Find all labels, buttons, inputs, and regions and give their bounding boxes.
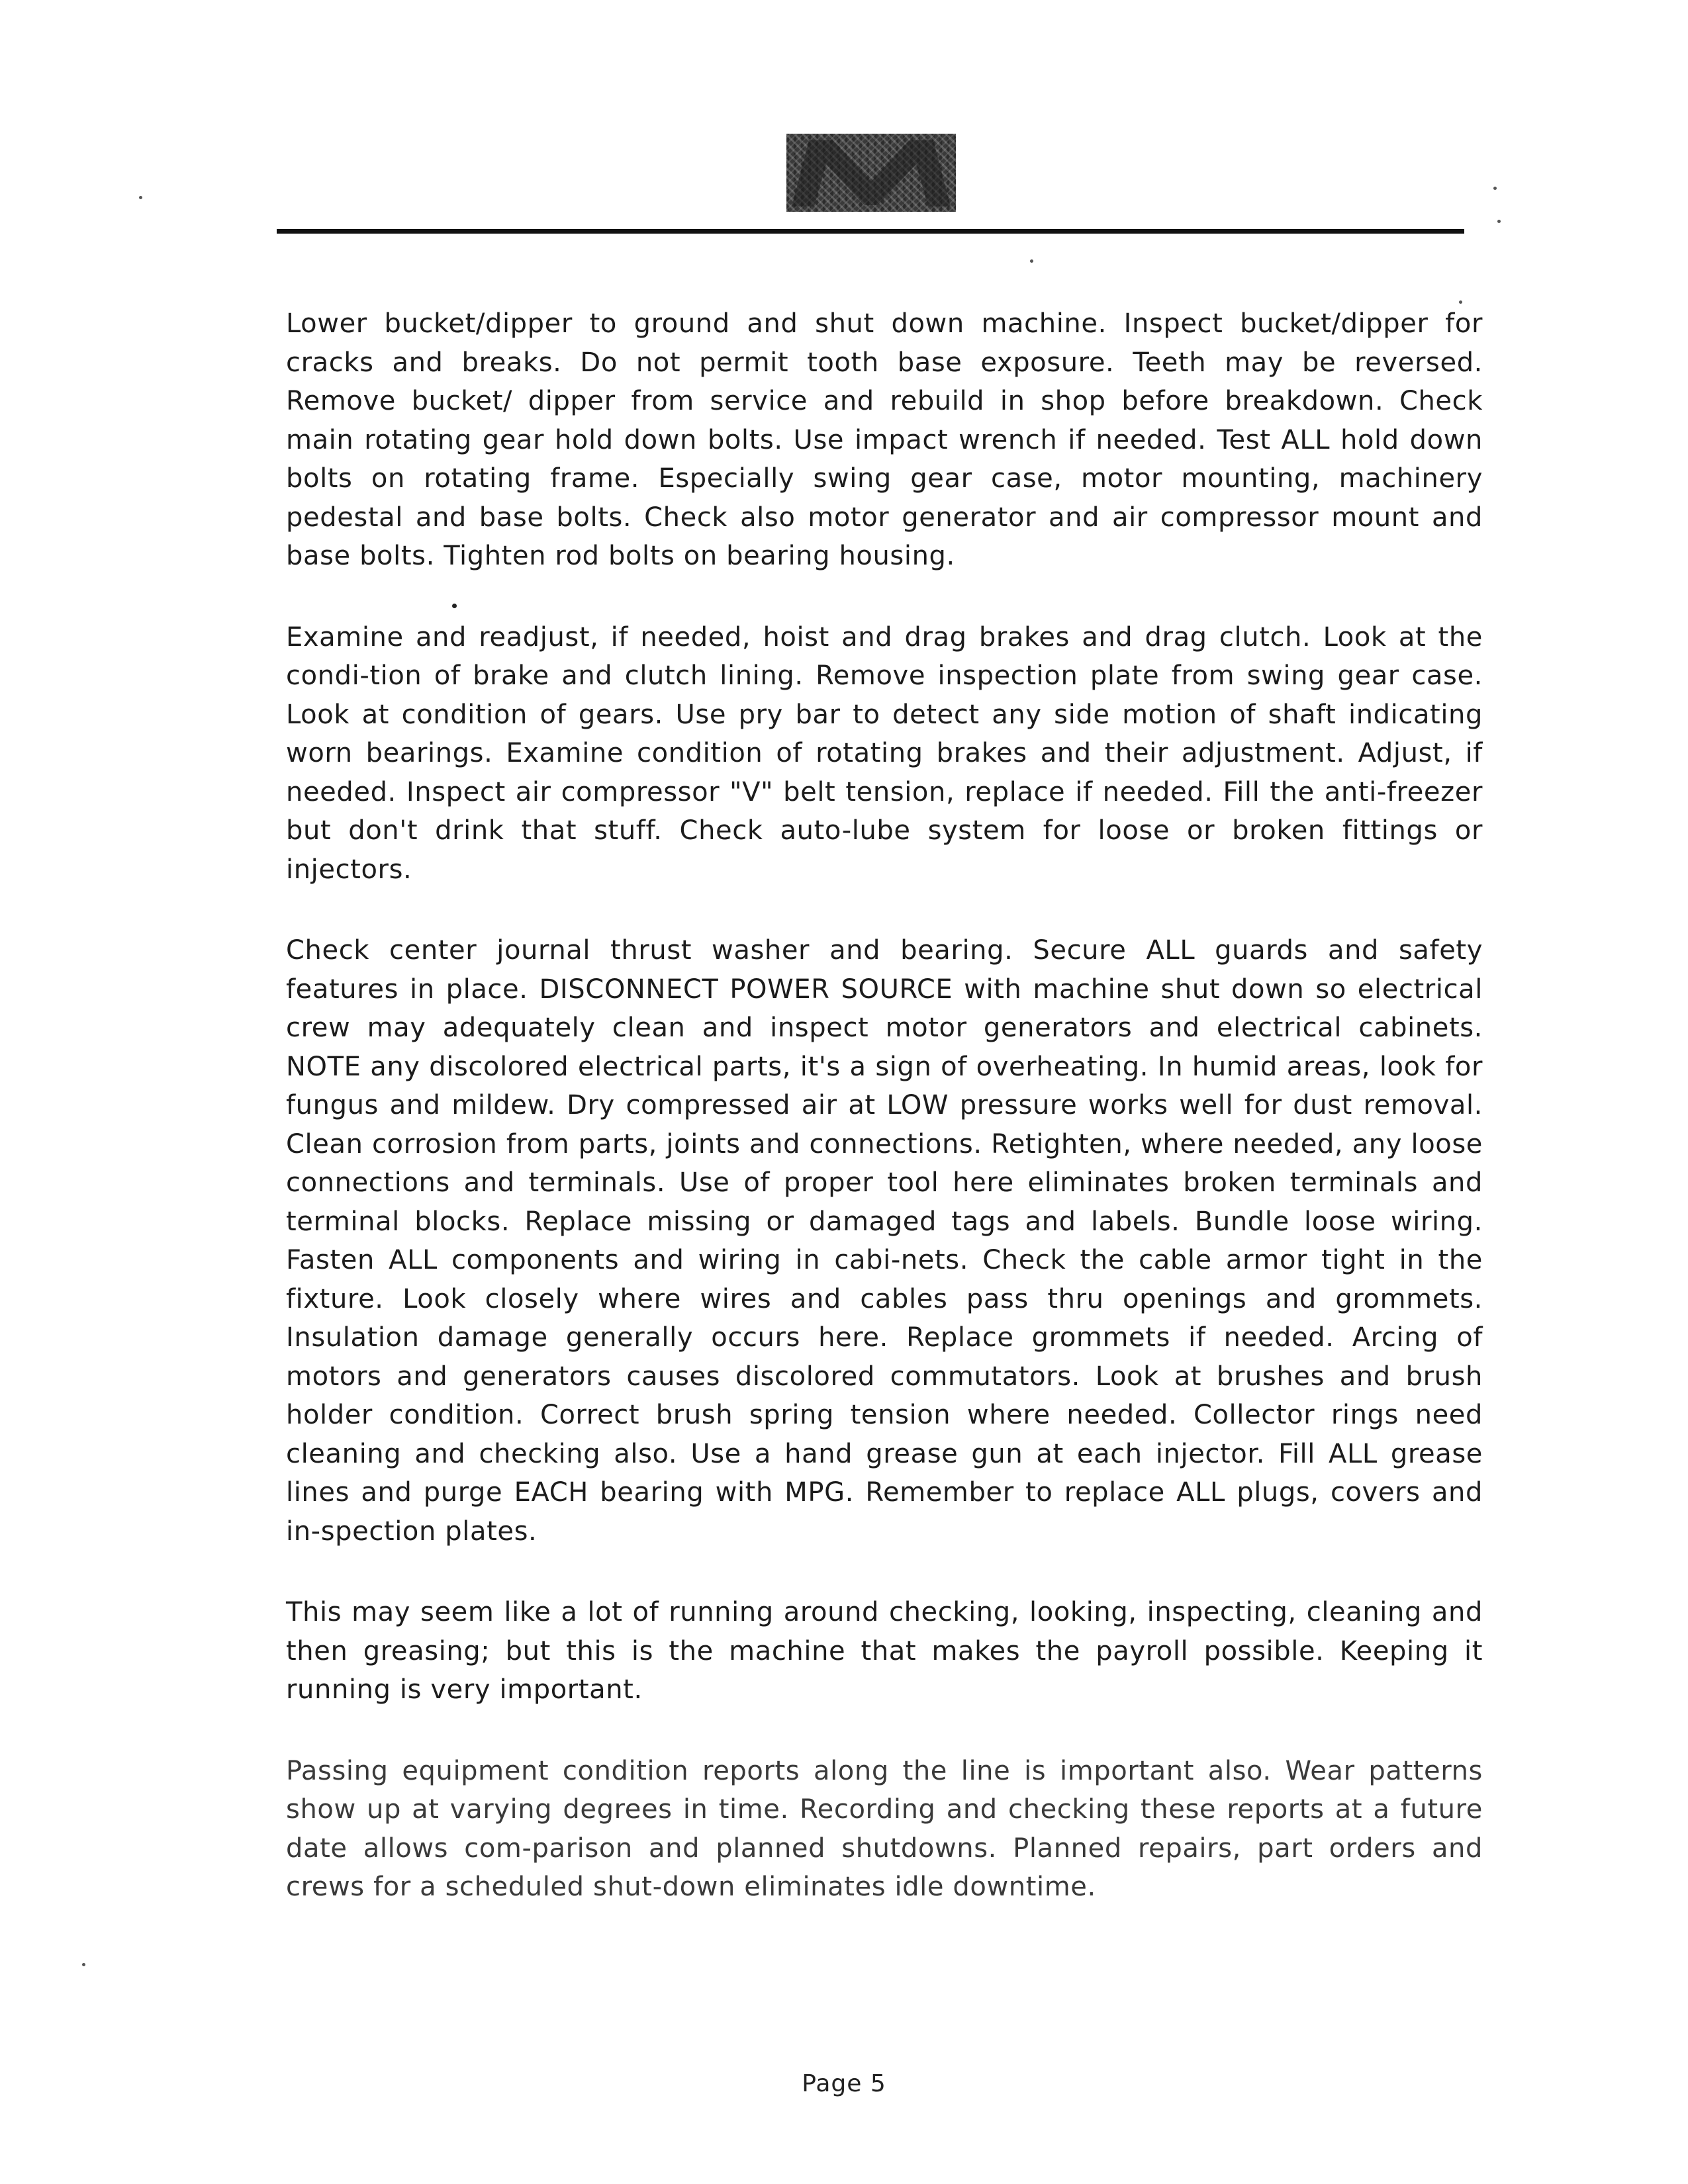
paragraph-condition-reports: Passing equipment condition reports along the line is important also. Wear patterns show up at varying degrees in time. Recording and checking these reports at a future date allows com-parison and planned shutdowns. Planned repairs, part orders and crews for a scheduled shut-down eliminates idle downtime. [286, 1755, 1483, 1902]
paragraph-brakes-and-gears: Examine and readjust, if needed, hoist and drag brakes and drag clutch. Look at the condi-tion of brake and clutch lining. Remove inspection plate from swing gear case. Look at condition of gears. Use pry bar to detect any side motion of shaft indicating worn bearings. Examine condition of rotating brakes and their adjustment. Adjust, if needed. Inspect air compressor "V" belt tension, replace if needed. Fill the anti-freezer but don't drink that stuff. Check auto-lube system for loose or broken fittings or injectors. [286, 621, 1483, 885]
scan-speck [82, 1963, 85, 1966]
scan-speck [1030, 259, 1033, 263]
paragraph-bucket-inspection: Lower bucket/dipper to ground and shut down machine. Inspect bucket/dipper for cracks and breaks. Do not permit tooth base exposure. Teeth may be reversed. Remove bucket/ dipper from service and rebuild in shop before breakdown. Check main rotating gear hold down bolts. Use impact wrench if needed. Test ALL hold down bolts on rotating frame. Especially swing gear case, motor mounting, machinery pedestal and base bolts. Check also motor generator and air compressor mount and base bolts. Tighten rod bolts on bearing housing. [286, 308, 1483, 571]
scan-speck [1459, 300, 1462, 304]
page-number: Page 5 [802, 2070, 886, 2097]
scan-speck [139, 196, 142, 199]
publisher-logo-icon [786, 134, 956, 212]
paragraph-importance: This may seem like a lot of running around checking, looking, inspecting, cleaning and then greasing; but this is the machine that makes the payroll possible. Keeping it running is very important. [286, 1597, 1483, 1705]
header-rule [277, 229, 1464, 234]
scan-speck [1497, 220, 1501, 223]
document-body [286, 304, 1483, 1949]
logo-m-mark [786, 134, 956, 212]
scan-speck [1493, 187, 1497, 190]
paragraph-electrical-maintenance: Check center journal thrust washer and bearing. Secure ALL guards and safety features in place. DISCONNECT POWER SOURCE with machine shut down so electrical crew may adequately clean and inspect motor generators and electrical cabinets. NOTE any discolored electrical parts, it's a sign of overheating. In humid areas, look for fungus and mildew. Dry compressed air at LOW pressure works well for dust removal. Clean corrosion from parts, joints and connections. Retighten, where needed, any loose connections and terminals. Use of proper tool here eliminates broken terminals and terminal blocks. Replace missing or damaged tags and labels. Bundle loose wiring. Fasten ALL components and wiring in cabi-nets. Check the cable armor tight in the fixture. Look closely where wires and cables pass thru openings and grommets. Insulation damage generally occurs here. Replace grommets if needed. Arcing of motors and generators causes discolored commutators. Look at brushes and brush holder condition. Correct brush spring tension where needed. Collector rings need cleaning and checking also. Use a hand grease gun at each injector. Fill ALL grease lines and purge EACH bearing with MPG. Remember to replace ALL plugs, covers and in-spection plates. [286, 935, 1483, 1547]
